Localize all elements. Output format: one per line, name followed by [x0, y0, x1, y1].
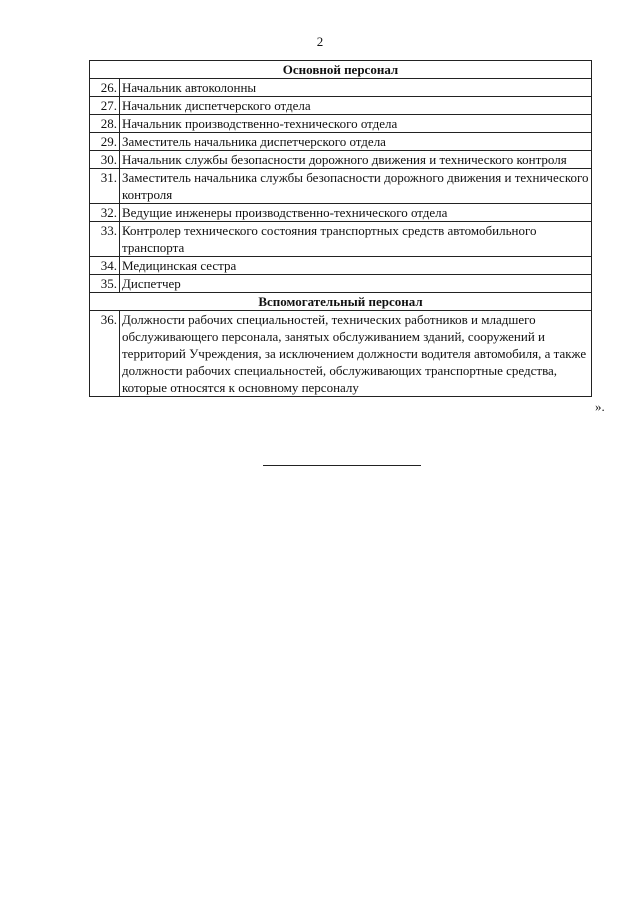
- row-number: 27.: [90, 97, 120, 115]
- closing-quote: ».: [595, 399, 605, 414]
- position-title: Начальник производственно-технического отдела: [120, 115, 592, 133]
- section-header-main: Основной персонал: [90, 61, 592, 79]
- table-row: [90, 275, 592, 293]
- position-title: Должности рабочих специальностей, технических работников и младшего обслуживающего персонала, занятых обслуживанием зданий, сооружений и территорий Учреждения, за исключением должности водителя автомобиля, а также должности рабочих специальностей, обслуживающих транспортные средства, которые относятся к основному персоналу: [120, 311, 592, 397]
- row-number: 33.: [90, 222, 120, 257]
- row-number: 34.: [90, 257, 120, 275]
- position-title: Заместитель начальника службы безопасности дорожного движения и технического контроля: [120, 169, 592, 204]
- table-row: [90, 115, 592, 133]
- table-row: [90, 257, 592, 275]
- position-title: Контролер технического состояния транспортных средств автомобильного транспорта: [120, 222, 592, 257]
- table-row: [90, 133, 592, 151]
- table-row: [90, 311, 592, 397]
- separator-line: [263, 465, 421, 466]
- table-row: [90, 204, 592, 222]
- row-number: 31.: [90, 169, 120, 204]
- position-title: Начальник диспетчерского отдела: [120, 97, 592, 115]
- row-number: 36.: [90, 311, 120, 397]
- section-header-auxiliary: Вспомогательный персонал: [90, 293, 592, 311]
- position-title: Начальник службы безопасности дорожного движения и технического контроля: [120, 151, 592, 169]
- position-title: Диспетчер: [120, 275, 592, 293]
- section-header-row: [90, 293, 592, 311]
- row-number: 32.: [90, 204, 120, 222]
- position-title: Начальник автоколонны: [120, 79, 592, 97]
- row-number: 30.: [90, 151, 120, 169]
- row-number: 26.: [90, 79, 120, 97]
- position-title: Ведущие инженеры производственно-технического отдела: [120, 204, 592, 222]
- section-header-row: [90, 61, 592, 79]
- page-number: 2: [316, 34, 324, 49]
- table-row: [90, 79, 592, 97]
- row-number: 35.: [90, 275, 120, 293]
- staff-table: [89, 60, 592, 397]
- table-row: [90, 169, 592, 204]
- table-row: [90, 97, 592, 115]
- row-number: 29.: [90, 133, 120, 151]
- table-row: [90, 222, 592, 257]
- position-title: Медицинская сестра: [120, 257, 592, 275]
- position-title: Заместитель начальника диспетчерского отдела: [120, 133, 592, 151]
- row-number: 28.: [90, 115, 120, 133]
- table-row: [90, 151, 592, 169]
